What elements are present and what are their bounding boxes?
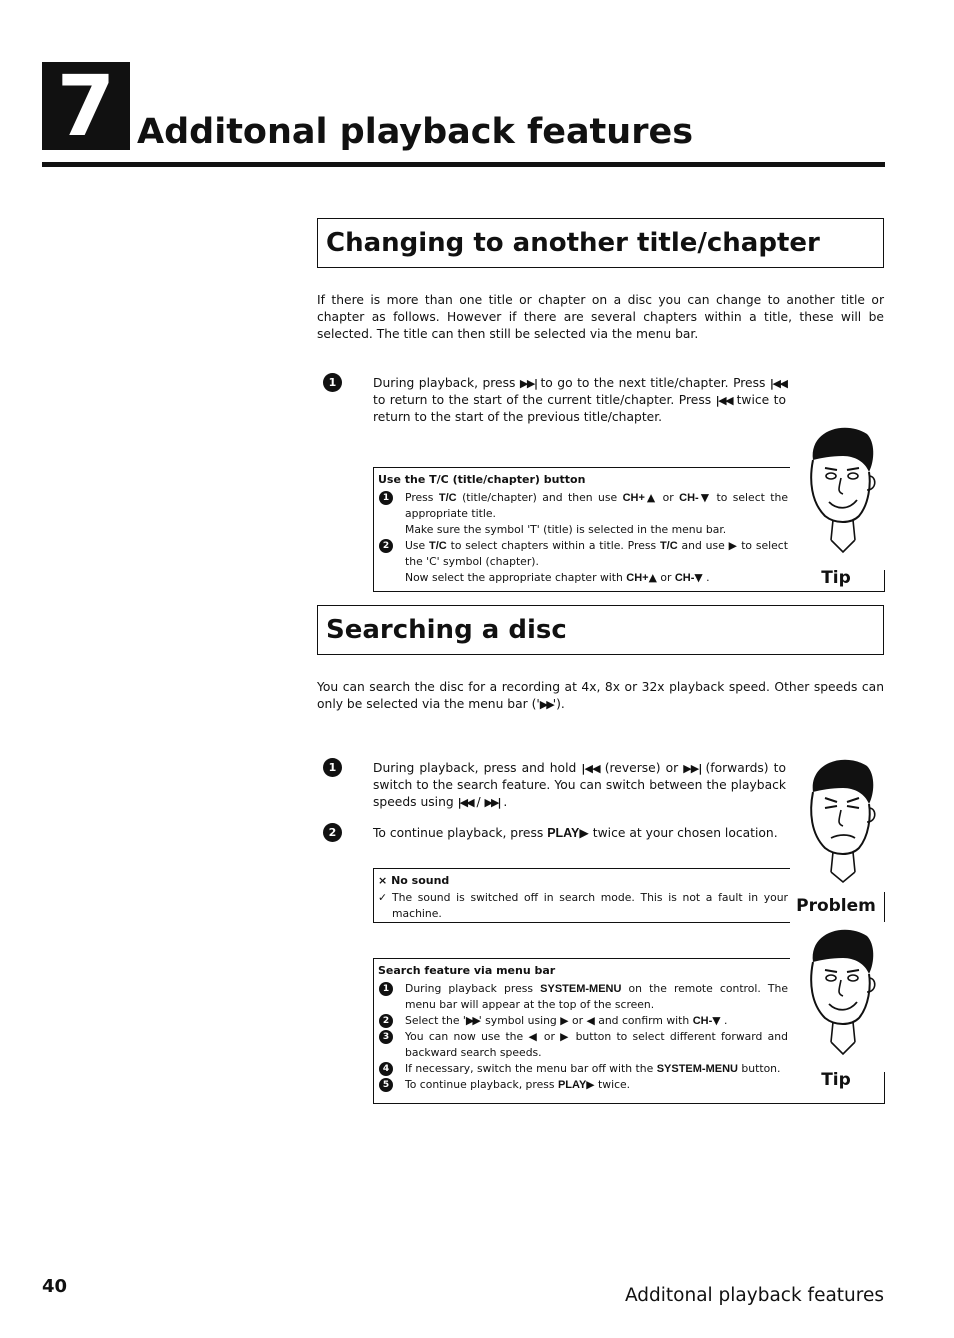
step-number: 1 xyxy=(323,758,342,777)
problem-label: Problem xyxy=(796,896,876,916)
play-icon: ▶ xyxy=(586,1078,595,1091)
next-icon: ▶▶| xyxy=(484,796,500,809)
mini-number: 1 xyxy=(379,982,393,996)
right-arrow-icon: ▶ xyxy=(560,1030,571,1043)
next-icon: ▶▶| xyxy=(519,377,536,390)
previous-icon: |◀◀ xyxy=(715,394,733,407)
tip-row: 1 Press T/C (title/chapter) and then use CH+▲ or CH-▼ to select the appropriate title. Make sure the symbol 'T' (title) is selected in the menu bar. xyxy=(378,490,788,538)
tip-label: Tip xyxy=(821,1070,851,1090)
cartoon-face-icon xyxy=(795,420,880,565)
problem-heading: × No sound xyxy=(378,874,450,887)
previous-icon: |◀◀ xyxy=(769,377,786,390)
mini-number: 4 xyxy=(379,1062,393,1076)
play-icon: ▶ xyxy=(579,826,589,840)
fast-forward-icon: ▶▶ xyxy=(539,698,553,711)
fast-forward-icon: ▶▶ xyxy=(465,1014,479,1027)
problem-text: ✓ The sound is switched off in search mode. This is not a fault in your machine. xyxy=(378,891,788,920)
tip-row: 2 Select the '▶▶' symbol using ▶ or ◀ and confirm with CH-▼ . xyxy=(378,1013,788,1029)
mini-number: 1 xyxy=(379,491,393,505)
section1-intro: If there is more than one title or chapter on a disc you can change to another title or chapter as follows. However if there are several chapters within a title, these will be selected. The title can then still be selected via the menu bar. xyxy=(317,293,884,341)
step-number: 2 xyxy=(323,823,342,842)
next-icon: ▶▶| xyxy=(683,762,701,775)
down-arrow-icon: ▼ xyxy=(698,491,712,504)
right-arrow-icon: ▶ xyxy=(560,1014,569,1027)
cartoon-face-icon xyxy=(795,752,880,892)
previous-icon: |◀◀ xyxy=(457,796,473,809)
mini-number: 3 xyxy=(379,1030,393,1044)
down-arrow-icon: ▼ xyxy=(694,571,703,584)
tip-row: 4 If necessary, switch the menu bar off with the SYSTEM-MENU button. xyxy=(378,1061,788,1077)
chapter-rule xyxy=(42,162,885,167)
right-arrow-icon: ▶ xyxy=(728,539,738,552)
section2-intro: You can search the disc for a recording at 4x, 8x or 32x playback speed. Other speeds can only be selected via the menu bar ('▶▶'). xyxy=(317,680,884,711)
page-number: 40 xyxy=(42,1276,68,1297)
section1-step1-text: During playback, press ▶▶| to go to the next title/chapter. Press |◀◀ to return to the start of the current title/chapter. Press |◀◀ twice to return to the start of the previous title/chapter. xyxy=(373,376,786,424)
tip-heading: Search feature via menu bar xyxy=(378,964,556,977)
section2-step1-text: During playback, press and hold |◀◀ (reverse) or ▶▶| (forwards) to switch to the search feature. You can switch between the playback speeds using |◀◀ / ▶▶| . xyxy=(373,761,786,809)
tip-heading: Use the T/C (title/chapter) button xyxy=(378,473,586,486)
section2-step2-text: To continue playback, press PLAY▶ twice at your chosen location. xyxy=(373,826,778,840)
mini-number: 2 xyxy=(379,1014,393,1028)
step-number: 1 xyxy=(323,373,342,392)
mini-number: 5 xyxy=(379,1078,393,1092)
left-arrow-icon: ◀ xyxy=(528,1030,539,1043)
check-icon: ✓ xyxy=(378,891,388,904)
tip-row: 3 You can now use the ◀ or ▶ button to select different forward and backward search speeds. xyxy=(378,1029,788,1061)
chapter-number: 7 xyxy=(42,62,130,150)
cartoon-face-icon xyxy=(795,922,880,1067)
footer-title: Additonal playback features xyxy=(624,1285,884,1306)
cross-icon: × xyxy=(378,874,388,887)
section-title-changing: Changing to another title/chapter xyxy=(317,218,884,268)
up-arrow-icon: ▲ xyxy=(644,491,658,504)
tip-row: 5 To continue playback, press PLAY▶ twice. xyxy=(378,1077,788,1093)
tip-row: 1 During playback press SYSTEM-MENU on the remote control. The menu bar will appear at the top of the screen. xyxy=(378,981,788,1013)
down-arrow-icon: ▼ xyxy=(712,1014,721,1027)
previous-icon: |◀◀ xyxy=(581,762,600,775)
chapter-title: Additonal playback features xyxy=(137,112,694,152)
up-arrow-icon: ▲ xyxy=(648,571,657,584)
tip-label: Tip xyxy=(821,568,851,588)
left-arrow-icon: ◀ xyxy=(586,1014,595,1027)
tip-row: 2 Use T/C to select chapters within a title. Press T/C and use ▶ to select the 'C' symbol (chapter). Now select the appropriate chapter with CH+▲ or CH-▼ . xyxy=(378,538,788,586)
mini-number: 2 xyxy=(379,539,393,553)
section-title-searching: Searching a disc xyxy=(317,605,884,655)
